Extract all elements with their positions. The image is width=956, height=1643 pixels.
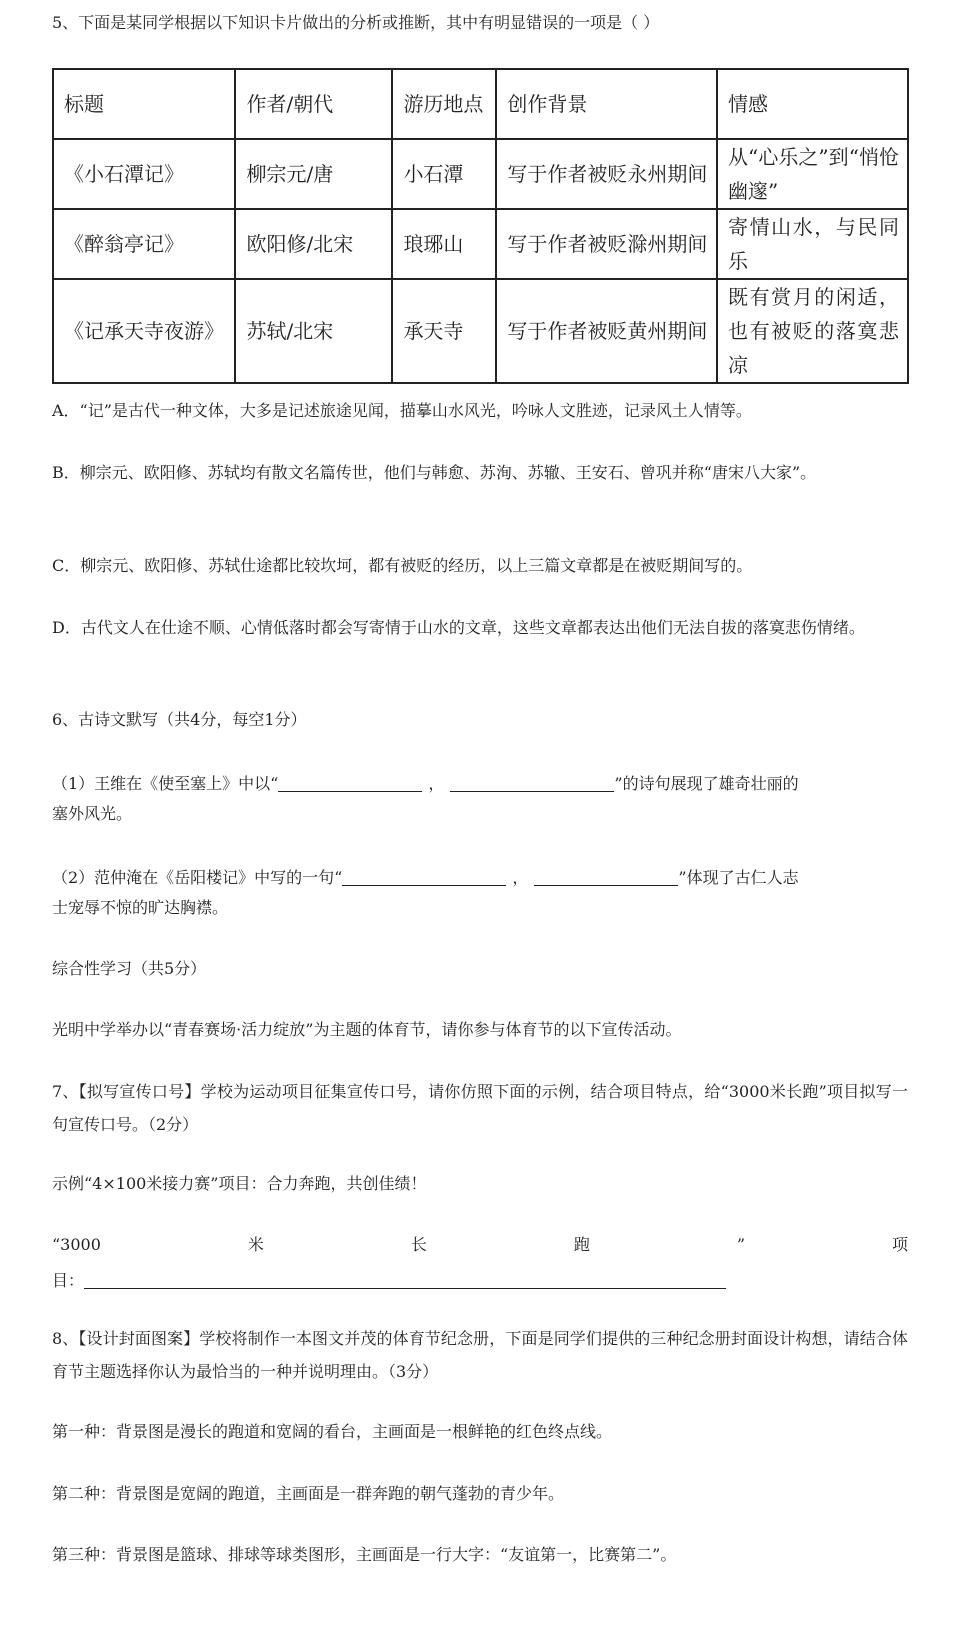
q6-item2-line2: 士宠辱不惊的旷达胸襟。 [52, 898, 229, 917]
header-background: 创作背景 [496, 69, 717, 139]
table-cell: 既有赏月的闲适，也有被贬的落寞悲凉 [717, 279, 908, 383]
table-cell: 从“心乐之”到“悄怆幽邃” [717, 139, 908, 209]
q8-option-3: 第三种：背景图是篮球、排球等球类图形，主画面是一行大字：“友谊第一，比赛第二”。 [52, 1545, 677, 1564]
table-cell: 写于作者被贬黄州期间 [496, 279, 717, 383]
q6-item1-suffix: ”的诗句展现了雄奇壮丽的 [614, 774, 799, 793]
table-cell: 寄情山水，与民同乐 [717, 209, 908, 279]
q7-answer-word: ” [736, 1235, 746, 1254]
table-header-row [53, 69, 908, 139]
comprehensive-title: 综合性学习（共5分） [52, 959, 207, 978]
q7-answer-word: “3000 [52, 1235, 101, 1254]
q7-answer-blank[interactable] [84, 1270, 726, 1289]
q5-option-d: D．古代文人在仕途不顺、心情低落时都会写寄情于山水的文章，这些文章都表达出他们无法自拔的落寞悲伤情绪。 [52, 618, 865, 637]
table-cell: 写于作者被贬永州期间 [496, 139, 717, 209]
q8-text: 8、【设计封面图案】学校将制作一本图文并茂的体育节纪念册，下面是同学们提供的三种纪念册封面设计构想，请结合体育节主题选择你认为最恰当的一种并说明理由。（3分） [52, 1329, 908, 1381]
table-cell: 承天寺 [392, 279, 496, 383]
q7-example: 示例“4×100米接力赛”项目：合力奔跑，共创佳绩！ [52, 1174, 427, 1193]
q6-item1-line2: 塞外风光。 [52, 804, 133, 823]
q6-item2 [52, 867, 908, 886]
q6-title: 6、古诗文默写（共4分，每空1分） [52, 710, 307, 729]
q6-item1-prefix: （1）王维在《使至塞上》中以“ [52, 774, 279, 793]
q5-option-b: B．柳宗元、欧阳修、苏轼均有散文名篇传世，他们与韩愈、苏洵、苏辙、王安石、曾巩并称“唐宋八大家”。 [52, 463, 817, 482]
q6-item1-blank1[interactable] [278, 773, 422, 792]
q6-item2-comma: ， [512, 868, 529, 887]
header-emotion: 情感 [717, 69, 908, 139]
table-cell: 《醉翁亭记》 [53, 209, 235, 279]
comprehensive-intro: 光明中学举办以“青春赛场·活力绽放”为主题的体育节，请你参与体育节的以下宣传活动。 [52, 1020, 682, 1039]
q7-answer-word: 跑 [573, 1235, 590, 1254]
q7-answer-word: 米 [247, 1235, 264, 1254]
table-cell: 小石潭 [392, 139, 496, 209]
table-row [53, 279, 908, 383]
header-place: 游历地点 [392, 69, 496, 139]
table-cell: 写于作者被贬滁州期间 [496, 209, 717, 279]
table-cell: 《记承天寺夜游》 [53, 279, 235, 383]
q6-item2-prefix: （2）范仲淹在《岳阳楼记》中写的一句“ [52, 868, 343, 887]
q7-answer-word: 长 [410, 1235, 427, 1254]
table-row [53, 139, 908, 209]
q8-option-1: 第一种：背景图是漫长的跑道和宽阔的看台，主画面是一根鲜艳的红色终点线。 [52, 1422, 613, 1441]
q6-item1 [52, 773, 908, 792]
q7-text: 7、【拟写宣传口号】学校为运动项目征集宣传口号，请你仿照下面的示例，结合项目特点，给“3000米长跑”项目拟写一句宣传口号。（2分） [52, 1082, 908, 1134]
table-cell: 柳宗元/唐 [235, 139, 392, 209]
table-cell: 《小石潭记》 [53, 139, 235, 209]
q7-answer-word: 项 [891, 1235, 908, 1254]
q6-item2-blank1[interactable] [342, 867, 506, 886]
q6-item1-blank2[interactable] [450, 773, 614, 792]
table-cell: 欧阳修/北宋 [235, 209, 392, 279]
knowledge-card-table [52, 68, 909, 384]
q7-answer-label: 目： [52, 1271, 85, 1290]
q7-answer-line1 [52, 1237, 908, 1253]
q5-option-a: A．“记”是古代一种文体，大多是记述旅途见闻，描摹山水风光，吟咏人文胜迹，记录风土人情等。 [52, 401, 752, 420]
q6-item2-blank2[interactable] [534, 867, 678, 886]
q5-stem: 5、下面是某同学根据以下知识卡片做出的分析或推断，其中有明显错误的一项是（ ） [52, 13, 660, 32]
table-cell: 琅琊山 [392, 209, 496, 279]
q6-item1-comma: ， [428, 774, 445, 793]
q7-answer-line2 [52, 1270, 726, 1289]
q5-option-c: C．柳宗元、欧阳修、苏轼仕途都比较坎坷，都有被贬的经历，以上三篇文章都是在被贬期间写的。 [52, 556, 753, 575]
table-row [53, 209, 908, 279]
header-author: 作者/朝代 [235, 69, 392, 139]
q6-item2-suffix: ”体现了古仁人志 [678, 868, 799, 887]
table-cell: 苏轼/北宋 [235, 279, 392, 383]
q8-option-2: 第二种：背景图是宽阔的跑道，主画面是一群奔跑的朝气蓬勃的青少年。 [52, 1484, 565, 1503]
header-title: 标题 [53, 69, 235, 139]
